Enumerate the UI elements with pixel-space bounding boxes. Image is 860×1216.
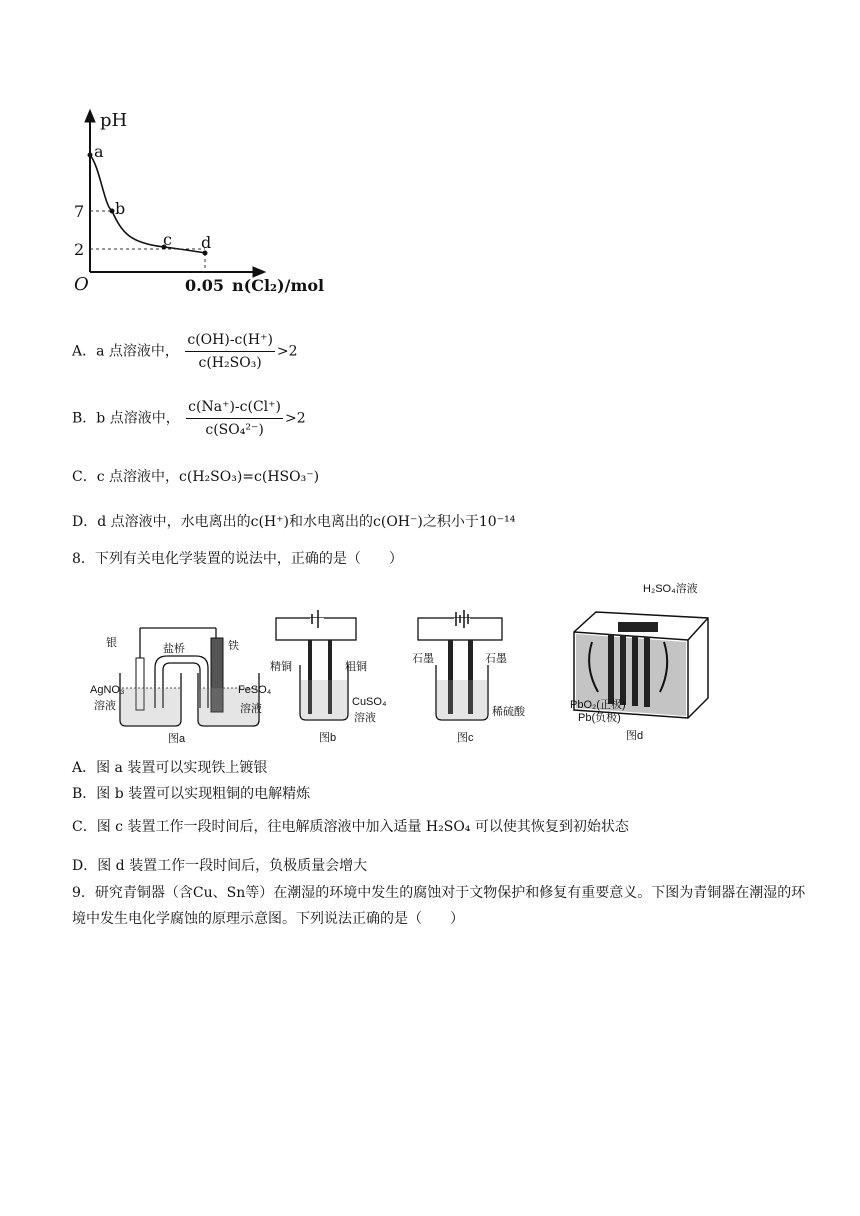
fig-c-caption: 图c [457,732,474,744]
fig-b-solution-2: 溶液 [354,712,376,724]
fig-c-acid: 稀硫酸 [492,706,525,718]
fraction: $\frac{c(Na^+)-c(Cl^+)}{\text{c(SO₄²⁻)}}$ [188,399,281,438]
graph-x-label: n(Cl₂)/mol [232,276,325,295]
q8-stem: 8．下列有关电化学装置的说法中，正确的是（ ） [72,551,403,567]
fig-a-left-solution-2: 溶液 [94,700,116,712]
graph-y-tick-2: 2 [74,240,85,259]
graph-origin: O [74,274,89,295]
q7-option-b: B．b 点溶液中， $\frac{c(Na^+)-c(Cl^+)}{\text{c(SO₄²⁻)}}$ >2 [72,399,306,438]
q8-option-d: D．图 d 装置工作一段时间后，负极质量会增大 [72,858,368,874]
graph-point-a: a [94,142,104,161]
fig-a-iron-label: 铁 [228,640,239,652]
fig-d-pbo2: PbO₂(正极) [570,699,626,711]
graph-point-b: b [115,199,126,218]
q9-stem: 9．研究青铜器（含Cu、Sn等）在潮湿的环境中发生的腐蚀对于文物保护和修复有重要意义。下图为青铜器在潮湿的环境中发生电化学腐蚀的原理示意图。下列说法正确的是（ ） [72,885,806,927]
fig-d-h2so4: H₂SO₄溶液 [643,583,698,595]
fig-c-graphite-left: 石墨 [412,653,434,665]
q8-option-c: C．图 c 装置工作一段时间后，往电解质溶液中加入适量 H₂SO₄ 可以使其恢复到初始状态 [72,819,629,835]
fig-b-pure-copper: 精铜 [270,661,292,673]
fig-a-silver-label: 银 [106,637,117,649]
fig-b-solution: CuSO₄ [352,696,387,708]
figure-a [80,608,270,748]
fig-b-crude-copper: 粗铜 [345,661,367,673]
fig-d-caption: 图d [626,730,644,742]
graph-y-label: pH [100,110,128,131]
graph-x-tick: 0.05 [185,276,224,295]
graph-point-c: c [163,230,172,249]
graph-y-tick-7: 7 [74,202,85,221]
q7-option-a: A．a 点溶液中， $\frac{c(OH)-c(H^+)}{\text{c(H₂SO₃)}}$ >2 [72,332,298,371]
q7-option-c: C．c 点溶液中，c(H₂SO₃)=c(HSO₃⁻) [72,469,320,485]
fig-a-right-solution-2: 溶液 [240,703,262,715]
ph-graph [60,105,350,305]
q8-option-b: B．图 b 装置可以实现粗铜的电解精炼 [72,786,311,802]
q8-option-a: A．图 a 装置可以实现铁上镀银 [72,760,268,776]
fig-a-left-solution: AgNO₃ [90,684,125,696]
fig-b-caption: 图b [319,732,337,744]
fraction: $\frac{c(OH)-c(H^+)}{\text{c(H₂SO₃)}}$ [187,332,273,371]
q7-option-d: D．d 点溶液中，水电离出的c(H⁺)和水电离出的c(OH⁻)之积小于10⁻¹⁴ [72,514,516,530]
fig-a-salt-bridge-label: 盐桥 [163,643,185,655]
fig-d-pb: Pb(负极) [578,712,621,724]
fig-c-graphite-right: 石墨 [485,653,507,665]
fig-a-right-solution: FeSO₄ [238,684,272,696]
fig-a-caption: 图a [168,733,186,745]
graph-point-d: d [201,233,212,252]
